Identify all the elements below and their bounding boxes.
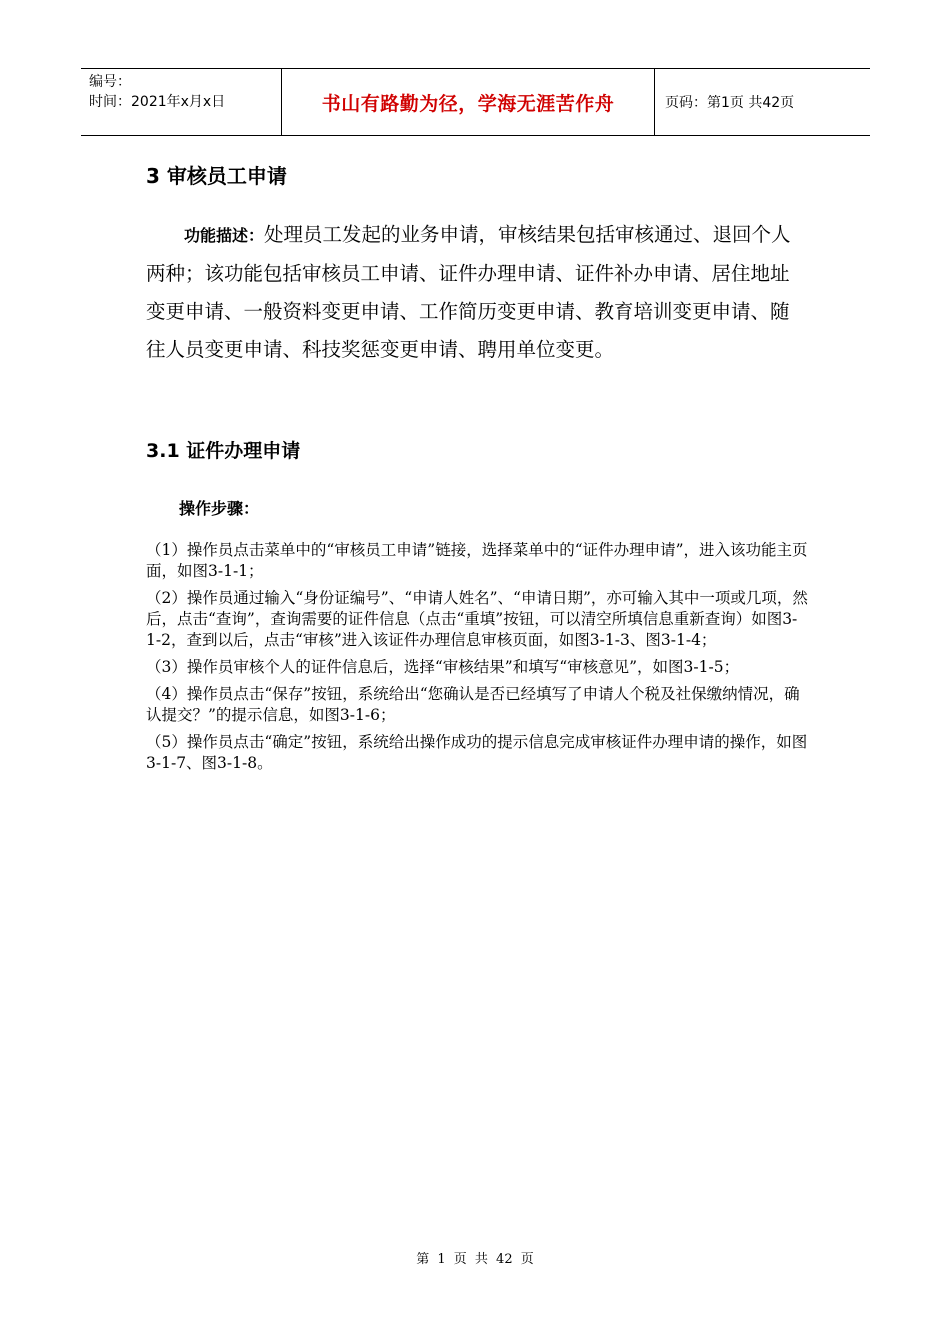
header-meta [81,69,282,135]
section-title: 3 审核员工申请 [146,164,287,188]
step-item: （2）操作员通过输入“身份证编号”、“申请人姓名”、“申请日期”，亦可输入其中一项或几项，然后，点击“查询”，查询需要的证件信息（点击“重填”按钮，可以清空所填信息重新查询）如图3-1-2，查到以后，点击“审核”进入该证件办理信息审核页面，如图3-1-3、图3-1-4； [146,589,808,649]
header-date-label: 时间：2021年x月x日 [89,94,226,110]
section-description [146,216,806,369]
page-footer: 第 1 页 共 42 页 [416,1252,534,1267]
header-page-info: 页码：第1页 共42页 [665,95,795,111]
step-item: （4）操作员点击“保存”按钮，系统给出“您确认是否已经填写了申请人个税及社保缴纳情况，确认提交？”的提示信息，如图3-1-6； [146,685,800,724]
subsection-title: 3.1 证件办理申请 [146,440,301,462]
step-item: （5）操作员点击“确定”按钮，系统给出操作成功的提示信息完成审核证件办理申请的操作，如图3-1-7、图3-1-8。 [146,733,808,772]
header-motto: 书山有路勤为径，学海无涯苦作舟 [282,69,655,135]
header-number-label: 编号： [89,74,131,90]
description-text: 处理员工发起的业务申请，审核结果包括审核通过、退回个人两种；该功能包括审核员工申请、证件办理申请、证件补办申请、居住地址变更申请、一般资料变更申请、工作简历变更申请、教育培训变更申请、随往人员变更申请、科技奖惩变更申请、聘用单位变更。 [146,223,791,361]
steps-list [146,540,810,780]
steps-label: 操作步骤： [179,499,260,518]
step-item: （1）操作员点击菜单中的“审核员工申请”链接，选择菜单中的“证件办理申请”，进入该功能主页面，如图3-1-1； [146,541,808,580]
description-label: 功能描述： [184,226,265,245]
document-header [81,68,870,136]
step-item: （3）操作员审核个人的证件信息后，选择“审核结果”和填写“审核意见”，如图3-1-5； [146,658,740,676]
